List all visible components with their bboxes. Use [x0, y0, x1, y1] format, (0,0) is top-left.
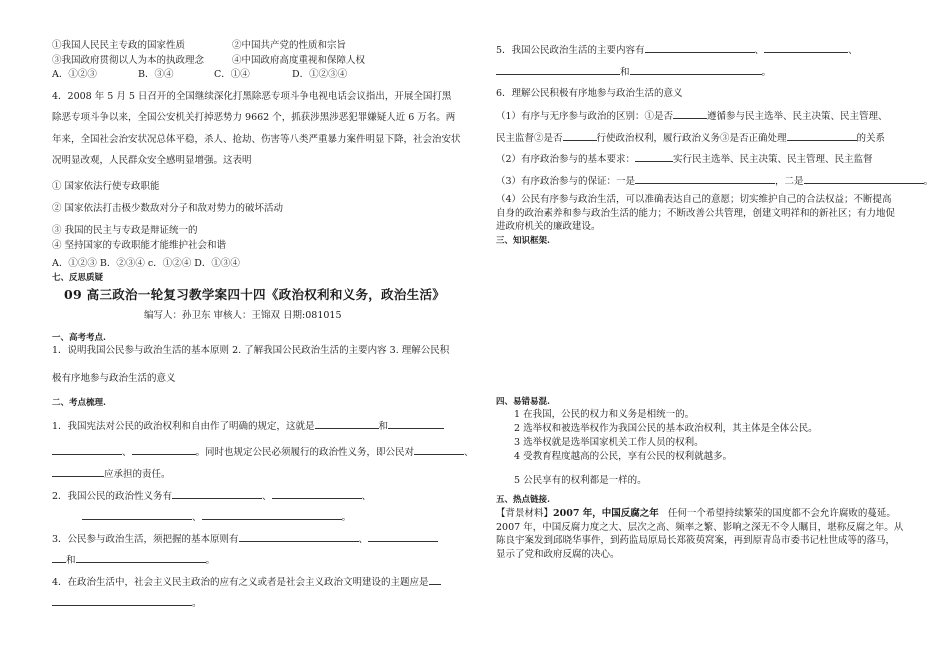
section-2-heading: 二、考点梳理.	[52, 398, 106, 408]
point-1-text-a: （1）有序与无序参与政治的区别：①是否	[496, 111, 674, 122]
item-5-blank-3[interactable]	[496, 65, 620, 75]
q3-option-2: ②中国共产党的性质和宗旨	[232, 40, 347, 51]
item-1-line-3	[52, 467, 171, 481]
q4-line-1: 4．2008 年 5 月 5 日召开的全国继续深化打黑除恶专项斗争电视电话会议指出，开展全国打黑	[52, 91, 452, 102]
authors-line: 编写人：孙卫东 审核人：王锦双 日期:081015	[144, 310, 342, 321]
section-7-heading: 七、反思质疑	[52, 273, 104, 283]
page-title: 09 高三政治一轮复习教学案四十四《政治权利和义务，政治生活》	[64, 287, 446, 302]
item-4-line-2: 。	[52, 596, 202, 610]
item-3-text-b: 和	[66, 555, 76, 566]
item-4-blank-2[interactable]	[52, 596, 192, 606]
item-2-blank-4[interactable]	[202, 510, 342, 520]
item-2-text: 2．我国公民的政治性义务有	[52, 491, 173, 502]
point-1-line-2	[496, 131, 885, 145]
error-item-2: 2 选举权和被选举权作为我国公民的基本政治权利，其主体是全体公民。	[514, 423, 818, 434]
q3-option-1: ①我国人民民主专政的国家性质	[52, 40, 186, 51]
q4-option-3: ③ 我国的民主与专政是辩证统一的	[52, 225, 198, 236]
background-label: 【背景材料】	[496, 508, 554, 519]
item-5-text-b: 和	[620, 67, 630, 78]
section-1-heading: 一、高考考点.	[52, 333, 106, 343]
q3-option-4: ④中国政府高度重视和保障人权	[232, 55, 366, 66]
point-1-line-1	[496, 109, 888, 123]
background-text: 任何一个希望持续繁荣的国度都不会允许腐败的蔓延。2007 年，中国反腐力度之大、层次之高、频率之繁、影响之深无不令人瞩目，堪称反腐之年。从陈良宇案发到邱晓华事件，到药监局原局长郑筱萸窝案，再到原青岛市委书记杜世成等的落马，显示了党和政府反腐的决心。	[496, 508, 904, 560]
point-3-line: （3）有序政治参与的保证：一是 ，二是 。	[496, 176, 934, 187]
point-3-blank-2[interactable]	[804, 174, 924, 184]
item-3-blank-1[interactable]	[239, 532, 359, 542]
item-1-blank-1[interactable]	[315, 419, 379, 429]
item-1-line-2: 、 。同时也规定公民必须履行的政治性义务，即公民对 、	[52, 445, 474, 459]
error-item-4: 4 受教育程度越高的公民，享有公民的权利就越多。	[514, 451, 733, 462]
q4-line-3: 年来，全国社会治安状况总体平稳，杀人、抢劫、伤害等八类严重暴力案件明显下降，社会治安状	[52, 134, 461, 145]
key-points-line-1: 1．说明我国公民参与政治生活的基本原则 2. 了解我国公民政治生活的主要内容 3. 理解公民积	[52, 345, 450, 356]
point-2-line	[496, 152, 873, 166]
point-1-text-b: 遵循参与民主选举、民主决策、民主管理、	[707, 111, 888, 122]
section-5-heading: 五、热点链接.	[496, 495, 550, 505]
item-1-blank-3[interactable]	[52, 445, 122, 455]
point-2-blank-1[interactable]	[635, 152, 673, 162]
item-1-text-b: 和	[378, 421, 389, 432]
q4-option-2: ② 国家依法打击极少数敌对分子和敌对势力的破坏活动	[52, 203, 284, 214]
item-6-heading: 6．理解公民积极有序地参与政治生活的意义	[496, 88, 683, 99]
item-3-line-1: 3．公民参与政治生活，须把握的基本原则有 、	[52, 532, 438, 546]
item-5-blank-2[interactable]	[764, 43, 848, 53]
item-3-blank-3[interactable]	[52, 553, 66, 563]
item-3-line-2: 和 。	[52, 553, 215, 567]
item-4-text: 4．在政治生活中，社会主义民主政治的应有之义或者是社会主义政治文明建设的主题应是	[52, 577, 429, 588]
item-1-blank-6[interactable]	[52, 467, 104, 477]
error-item-1: 1 在我国，公民的权力和义务是相统一的。	[514, 409, 695, 420]
point-2-text-b: 实行民主选举、民主决策、民主管理、民主监督	[673, 154, 873, 165]
point-1-text-e: 的关系	[856, 133, 886, 144]
item-4-line-1	[52, 575, 441, 589]
point-3-text-b: ，二是	[775, 176, 804, 187]
point-3-blank-1[interactable]	[635, 174, 775, 184]
point-1-blank-1[interactable]	[673, 109, 707, 119]
item-5-line-1: 5．我国公民政治生活的主要内容有 、 、	[496, 45, 858, 56]
background-material	[496, 507, 904, 561]
point-1-blank-2[interactable]	[563, 131, 597, 141]
background-title: 2007 年，中国反腐之年	[553, 508, 659, 519]
point-1-text-c: 民主监督②是否	[496, 133, 563, 144]
item-5-line-2: 和 。	[496, 65, 771, 79]
item-1-blank-4[interactable]	[132, 445, 196, 455]
section-4-heading: 四、易错易混.	[496, 397, 550, 407]
q3-choice-d: D．①②③④	[292, 69, 348, 80]
item-5-blank-1[interactable]	[645, 43, 755, 53]
item-3-blank-4[interactable]	[76, 553, 206, 563]
q3-choice-b: B．③④	[138, 69, 174, 80]
item-2-line-2: 、 。	[82, 510, 351, 524]
item-1-blank-2[interactable]	[388, 419, 444, 429]
error-item-5: 5 公民享有的权利都是一样的。	[514, 475, 647, 486]
item-1-blank-5[interactable]	[414, 445, 464, 455]
item-3-text: 3．公民参与政治生活，须把握的基本原则有	[52, 534, 239, 545]
point-2-text-a: （2）有序政治参与的基本要求：	[496, 154, 636, 165]
item-1-line-1	[52, 419, 444, 433]
item-2-line-1: 2．我国公民的政治性义务有 、 、	[52, 491, 372, 502]
item-2-blank-1[interactable]	[172, 489, 262, 499]
item-4-blank-1[interactable]	[429, 575, 441, 585]
item-5-blank-4[interactable]	[630, 65, 762, 75]
key-points-line-2: 极有序地参与政治生活的意义	[52, 373, 176, 384]
item-1-text-c: 。同时也规定公民必须履行的政治性义务，即公民对	[195, 447, 415, 458]
q3-choice-c: C．①④	[214, 69, 250, 80]
item-1-text-d: 应承担的责任。	[104, 469, 171, 480]
point-4-paragraph: （4）公民有序参与政治生活，可以准确表达自己的意愿；切实维护自己的合法权益；不断提高自身的政治素养和参与政治生活的能力；不断改善公共管理，创建文明祥和的新社区；有力地促进政府机关的廉政建设。	[496, 194, 896, 232]
q3-choice-a: A．①②③	[52, 69, 97, 80]
item-3-blank-2[interactable]	[368, 532, 438, 542]
error-item-3: 3 选举权就是选举国家机关工作人员的权利。	[514, 437, 704, 448]
q4-line-2: 除恶专项斗争以来，全国公安机关打掉恶势力 9662 个，抓获涉黑涉恶犯罪嫌疑人近 6 万名。两	[52, 112, 456, 123]
q4-line-4: 况明显改观，人民群众安全感明显增强。这表明	[52, 155, 252, 166]
point-3-text-a: （3）有序政治参与的保证：一是	[496, 176, 636, 187]
item-5-text: 5．我国公民政治生活的主要内容有	[496, 45, 645, 56]
point-1-blank-3[interactable]	[787, 131, 857, 141]
q4-option-1: ① 国家依法行使专政职能	[52, 181, 160, 192]
item-2-blank-3[interactable]	[82, 510, 192, 520]
item-1-text-a: 1．我国宪法对公民的政治权利和自由作了明确的规定，这就是	[52, 421, 315, 432]
item-2-blank-2[interactable]	[272, 489, 362, 499]
section-3-heading: 三、知识框架.	[496, 236, 550, 246]
q3-option-3: ③我国政府贯彻以人为本的执政理念	[52, 55, 205, 66]
q4-option-4: ④ 坚持国家的专政职能才能维护社会和谐	[52, 240, 227, 251]
q4-choices: A．①②③ B．②③④ c．①②④ D．①③④	[52, 258, 240, 269]
point-1-text-d: 行使政治权利，履行政治义务③是否正确处理	[596, 133, 787, 144]
